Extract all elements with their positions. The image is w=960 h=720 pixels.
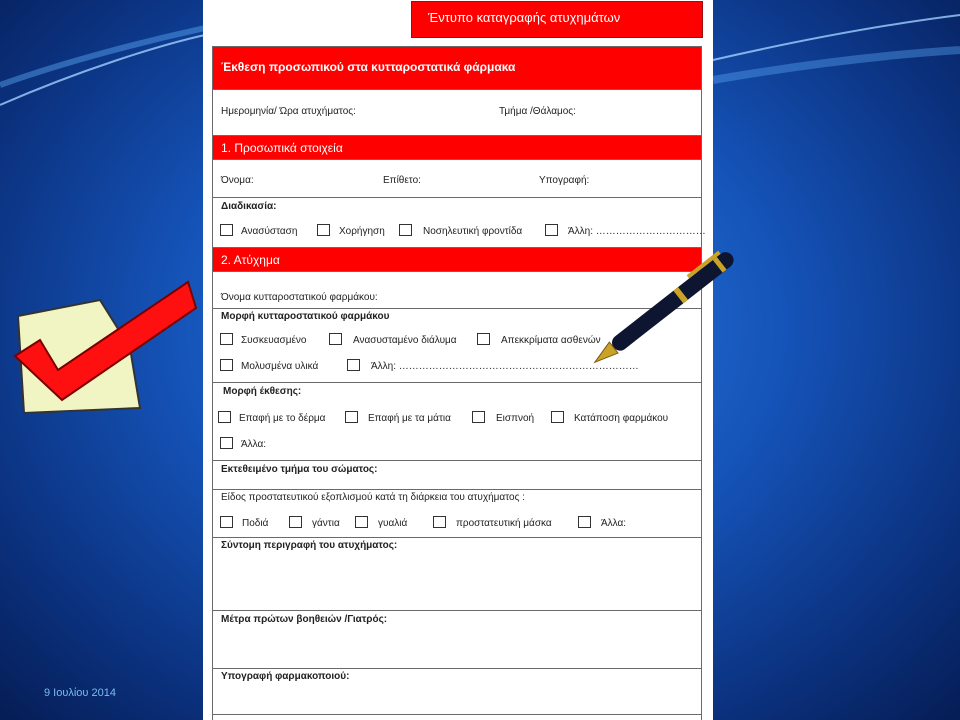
drug-form-checkbox[interactable]	[329, 333, 342, 345]
ppe-option: προστατευτική μάσκα	[456, 518, 552, 529]
ppe-checkbox[interactable]	[578, 516, 591, 528]
ppe-checkbox[interactable]	[289, 516, 302, 528]
pharmacist-signature-row	[213, 669, 701, 715]
ppe-option: γυαλιά	[378, 518, 408, 529]
date-time-label: Ημερομηνία/ Ώρα ατυχήματος:	[221, 106, 356, 117]
surname-label: Επίθετο:	[383, 175, 421, 186]
description-label: Σύντομη περιγραφή του ατυχήματος:	[221, 540, 398, 551]
drug-form-option: Ανασυσταμένο διάλυμα	[353, 335, 457, 346]
description-row	[213, 538, 701, 611]
drug-form-checkbox[interactable]	[220, 359, 233, 371]
drug-form-option: Άλλη: ………………………………………………………………	[371, 361, 639, 372]
first-aid-row	[213, 611, 701, 669]
exposure-option: Επαφή με το δέρμα	[239, 413, 326, 424]
ppe-checkbox[interactable]	[220, 516, 233, 528]
section1-header: 1. Προσωπικά στοιχεία	[221, 141, 343, 155]
ppe-checkbox[interactable]	[433, 516, 446, 528]
accident-form	[212, 46, 706, 720]
drug-name-label: Όνομα κυτταροστατικού φαρμάκου:	[221, 292, 378, 303]
personal-row	[213, 160, 701, 198]
first-aid-label: Μέτρα πρώτων βοηθειών /Γιατρός:	[221, 614, 388, 625]
drug-form-checkbox[interactable]	[347, 359, 360, 371]
date-row	[213, 90, 701, 136]
procedure-checkbox[interactable]	[545, 224, 558, 236]
section2-header: 2. Ατύχημα	[221, 253, 280, 267]
procedure-label: Διαδικασία:	[221, 201, 277, 212]
exposure-checkbox[interactable]	[218, 411, 231, 423]
exposure-row	[213, 383, 701, 461]
signature-label: Υπογραφή:	[539, 175, 590, 186]
form-title: Έντυπο καταγραφής ατυχημάτων	[428, 10, 621, 25]
procedure-option: Ανασύσταση	[241, 226, 298, 237]
exposure-checkbox[interactable]	[220, 437, 233, 449]
ppe-row	[213, 490, 701, 538]
ppe-option: γάντια	[312, 518, 340, 529]
pharmacist-signature-label: Υπογραφή φαρμακοποιού:	[221, 671, 350, 682]
procedure-option: Νοσηλευτική φροντίδα	[423, 226, 523, 237]
form-subtitle: Έκθεση προσωπικού στα κυτταροστατικά φάρμακα	[221, 60, 516, 74]
exposure-checkbox[interactable]	[345, 411, 358, 423]
exposure-label: Μορφή έκθεσης:	[223, 386, 302, 397]
slide-date: 9 Ιουλίου 2014	[44, 687, 116, 699]
exposure-option: Άλλα:	[241, 439, 267, 450]
checkmark-icon	[10, 278, 200, 418]
exposure-option: Εισπνοή	[496, 413, 535, 424]
drug-form-checkbox[interactable]	[220, 333, 233, 345]
procedure-checkbox[interactable]	[317, 224, 330, 236]
drug-form-option: Απεκκρίματα ασθενών	[501, 335, 601, 346]
subtitle-bar	[213, 47, 701, 90]
form-title-box	[411, 1, 703, 38]
procedure-checkbox[interactable]	[220, 224, 233, 236]
ppe-label: Είδος προστατευτικού εξοπλισμού κατά τη διάρκεια του ατυχήματος :	[221, 492, 525, 503]
procedure-option: Άλλη: ……………………………	[568, 226, 706, 237]
drug-form-option: Συσκευασμένο	[241, 335, 307, 346]
ppe-option: Άλλα:	[601, 518, 627, 529]
ppe-option: Ποδιά	[242, 518, 269, 529]
section1-header-bar	[213, 136, 701, 160]
drug-form-option: Μολυσμένα υλικά	[241, 361, 319, 372]
exposure-option: Επαφή με τα μάτια	[368, 413, 451, 424]
drug-form-label: Μορφή κυτταροστατικού φαρμάκου	[221, 311, 390, 322]
procedure-option: Χορήγηση	[339, 226, 385, 237]
exposure-checkbox[interactable]	[551, 411, 564, 423]
name-label: Όνομα:	[221, 175, 254, 186]
body-part-row	[213, 461, 701, 490]
ppe-checkbox[interactable]	[355, 516, 368, 528]
body-part-label: Εκτεθειμένο τμήμα του σώματος:	[221, 464, 378, 475]
exposure-checkbox[interactable]	[472, 411, 485, 423]
exposure-option: Κατάποση φαρμάκου	[574, 413, 669, 424]
department-label: Τμήμα /Θάλαμος:	[499, 106, 576, 117]
drug-form-checkbox[interactable]	[477, 333, 490, 345]
procedure-checkbox[interactable]	[399, 224, 412, 236]
fountain-pen-icon	[580, 232, 765, 372]
